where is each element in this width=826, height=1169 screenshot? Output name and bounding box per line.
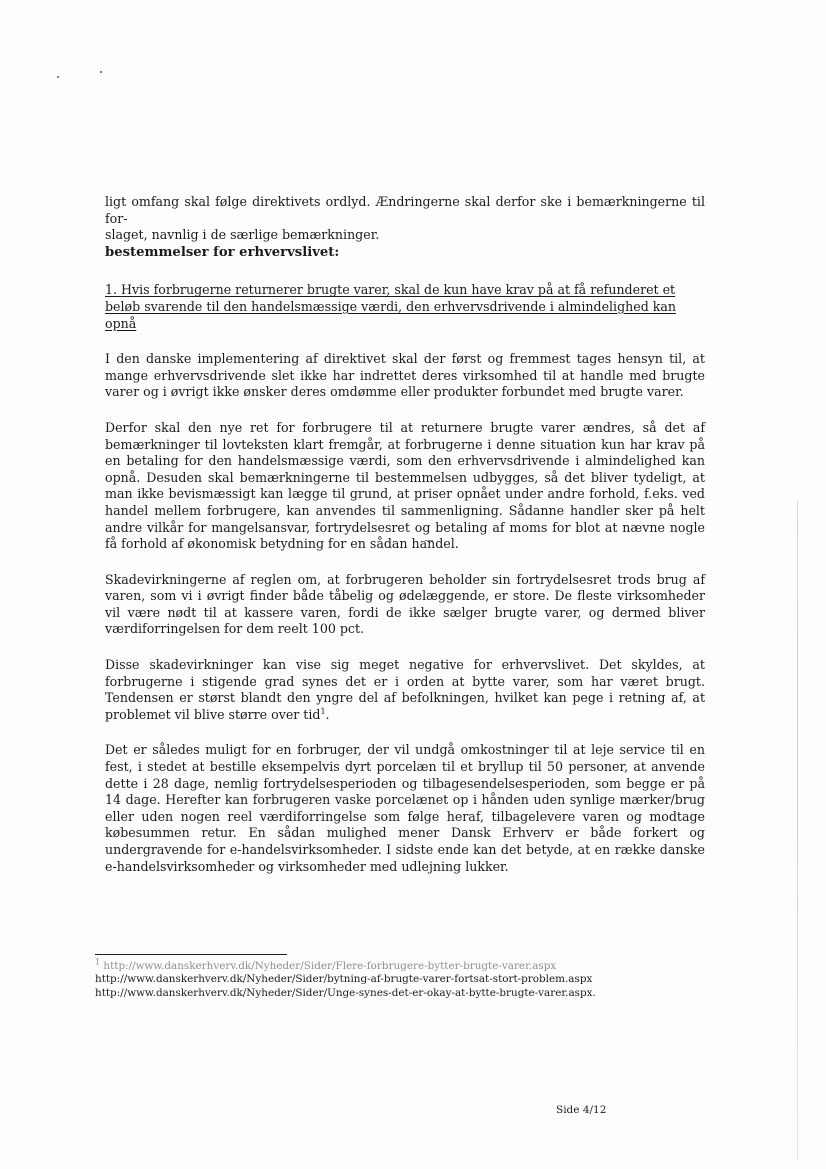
- footnote-link[interactable]: http://www.danskerhverv.dk/Nyheder/Sider/bytning-af-brugte-varer-fortsat-stort-problem.aspx: [95, 973, 593, 986]
- scan-speck: [57, 76, 59, 78]
- body-paragraph: Derfor skal den nye ret for forbrugere til at returnere brugte varer ændres, så det af bemærkninger til lovteksten klart fremgår, at forbrugerne i denne situation kun har krav på en betaling for den handelsmæssige værdi, som den erhvervsdrivende i almindelighed kan opnå. Desuden skal bemærkningerne til bestemmelsen udbygges, så det bliver tydeligt, at man ikke bevismæssigt kan lægge til grund, at priser opnået under andre forhold, f.eks. ved handel mellem forbrugere, kan anvendes til sammenligning. Sådanne handler sker på helt andre vilkår for mangelsansvar, fortrydelsesret og betaling af moms for blot at nævne nogle få forhold af økonomisk betydning for en sådan handel.: [105, 419, 705, 552]
- footnote-number: 1: [95, 957, 101, 967]
- intro-line: ligt omfang skal følge direktivets ordlyd. Ændringerne skal derfor ske i bemærkningerne til for-: [105, 194, 705, 226]
- footnote-line: [95, 957, 715, 973]
- footnote-line: [95, 987, 715, 1000]
- section-item-heading: 1. Hvis forbrugerne returnerer brugte varer, skal de kun have krav på at få refunderet et beløb svarende til den handelsmæssige værdi, den erhvervsdrivende i almindelighed kan opnå: [105, 282, 677, 331]
- body-paragraph: I den danske implementering af direktivet skal der først og fremmest tages hensyn til, at mange erhvervsdrivende slet ikke har indrettet deres virksomhed til at handle med brugte varer og i øvrigt ikke ønsker deres omdømme eller produkter forbundet med brugte varer.: [105, 351, 705, 400]
- section-heading: bestemmelser for erhvervslivet:: [105, 244, 340, 260]
- body-paragraph-text: Disse skadevirkninger kan vise sig meget negative for erhvervslivet. Det skyldes, at forbrugerne i stigende grad synes det er i orden at bytte varer, som har været brugt. Tendensen er størst blandt den yngre del af befolkningen, hvilket kan pege i retning af, at problemet vil blive større over tid: [105, 657, 705, 722]
- footnotes: [95, 957, 715, 1000]
- page-number: Side 4/12: [556, 1104, 607, 1116]
- body-paragraph: Disse skadevirkninger kan vise sig meget negative for erhvervslivet. Det skyldes, at forbrugerne i stigende grad synes det er i orden at bytte varer, som har været brugt. Tendensen er størst blandt den yngre del af befolkningen, hvilket kan pege i retning af, at problemet vil blive større over tid$^1$.: [105, 657, 705, 722]
- body-paragraph: Skadevirkningerne af reglen om, at forbrugeren beholder sin fortrydelsesret trods brug af varen, som vi i øvrigt finder både tåbelig og ødelæggende, er store. De fleste virksomheder vil være nødt til at kassere varen, fordi de ikke sælger brugte varer, og dermed bliver værdiforringelsen for dem reelt 100 pct.: [105, 571, 705, 637]
- scan-edge-line: [797, 500, 798, 1160]
- intro-line: slaget, navnlig i de særlige bemærkninger.: [105, 227, 380, 243]
- footnote-link[interactable]: http://www.danskerhverv.dk/Nyheder/Sider/Unge-synes-det-er-okay-at-bytte-brugte-varer.aspx.: [95, 986, 596, 999]
- footnote-line: [95, 973, 715, 986]
- footnote-reference[interactable]: 1: [320, 706, 326, 716]
- document-body: [105, 194, 705, 875]
- scan-speck: [100, 71, 102, 73]
- footnote-divider: [95, 954, 287, 955]
- footnote-link[interactable]: http://www.danskerhverv.dk/Nyheder/Sider/Flere-forbrugere-bytter-brugte-varer.aspx: [103, 960, 557, 972]
- body-paragraph: Det er således muligt for en forbruger, der vil undgå omkostninger til at leje service til en fest, i stedet at bestille eksempelvis dyrt porcelæn til et bryllup til 50 personer, at anvende dette i 28 dage, nemlig fortrydelsesperioden og tilbagesendelsesperioden, som begge er på 14 dage. Herefter kan forbrugeren vaske porcelænet op i hånden uden synlige mærker/brug eller uden nogen reel værdiforringelse som følge heraf, tilbagelevere varen og modtage købesummen retur. En sådan mulighed mener Dansk Erhverv er både forkert og undergravende for e-handelsvirksomheder. I sidste ende kan det betyde, at en række danske e-handelsvirksomheder og virksomheder med udlejning lukker.: [105, 742, 705, 874]
